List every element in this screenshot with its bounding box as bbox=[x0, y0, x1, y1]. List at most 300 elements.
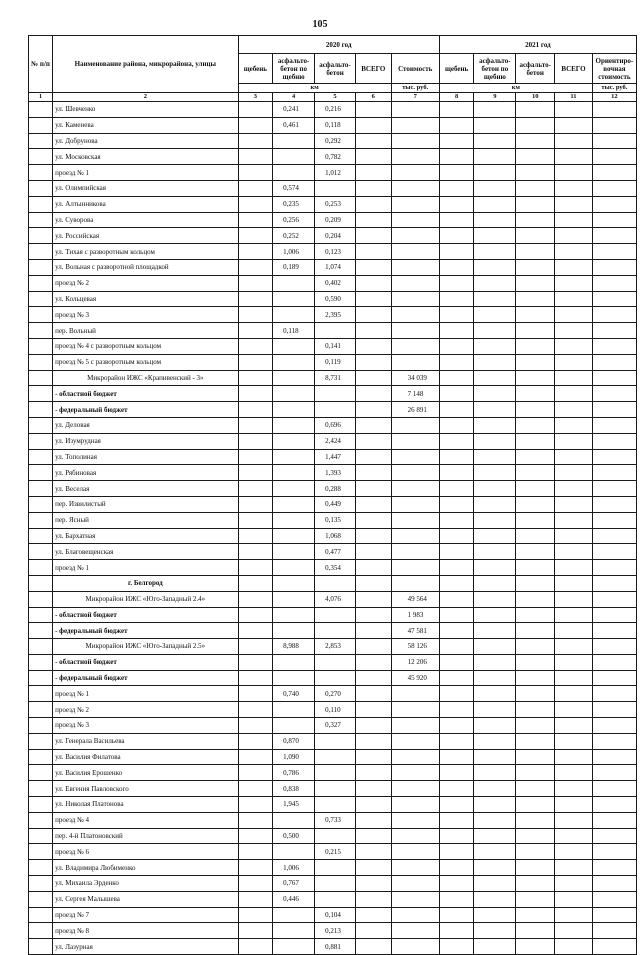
cell-2021-total bbox=[555, 370, 593, 386]
cell-2021-asphalt bbox=[516, 686, 555, 702]
col-number: 6 bbox=[355, 93, 391, 102]
cell-2021-total bbox=[555, 812, 593, 828]
cell-name: ул. Василия Ерошенко bbox=[53, 765, 239, 781]
cell-2021-cost bbox=[592, 354, 636, 370]
roads-table bbox=[28, 35, 637, 955]
cell-no bbox=[29, 876, 53, 892]
cell-2020-asphalt-on-gravel bbox=[273, 496, 315, 512]
cell-2020-gravel bbox=[238, 923, 273, 939]
cell-2020-asphalt: 0,477 bbox=[315, 544, 356, 560]
cell-2020-cost bbox=[391, 876, 439, 892]
cell-no bbox=[29, 765, 53, 781]
cell-2020-total bbox=[355, 686, 391, 702]
cell-2021-asphalt bbox=[516, 765, 555, 781]
cell-name: - областной бюджет bbox=[53, 654, 239, 670]
cell-2021-asphalt bbox=[516, 654, 555, 670]
cell-2020-asphalt-on-gravel bbox=[273, 670, 315, 686]
cell-2020-asphalt bbox=[315, 797, 356, 813]
cell-2021-asphalt-on-gravel bbox=[474, 591, 516, 607]
cell-2020-total bbox=[355, 481, 391, 497]
cell-2020-total bbox=[355, 354, 391, 370]
cell-2021-cost bbox=[592, 512, 636, 528]
cell-2020-gravel bbox=[238, 338, 273, 354]
cell-2020-asphalt-on-gravel: 0,838 bbox=[273, 781, 315, 797]
table-row bbox=[29, 102, 637, 118]
cell-name: пер. 4-й Платоновский bbox=[53, 828, 239, 844]
cell-2021-asphalt-on-gravel bbox=[474, 939, 516, 955]
cell-2020-total bbox=[355, 149, 391, 165]
cell-2020-total bbox=[355, 165, 391, 181]
cell-2020-total bbox=[355, 575, 391, 591]
cell-2020-asphalt bbox=[315, 623, 356, 639]
header-2021-cost: Ориентиро-вочная стоимость bbox=[592, 54, 636, 84]
cell-2021-cost bbox=[592, 939, 636, 955]
cell-2020-asphalt-on-gravel bbox=[273, 402, 315, 418]
cell-2021-gravel bbox=[439, 844, 474, 860]
cell-2021-cost bbox=[592, 481, 636, 497]
cell-name: пер. Извилистый bbox=[53, 496, 239, 512]
header-2020-cost: Стоимость bbox=[391, 54, 439, 84]
cell-2021-gravel bbox=[439, 102, 474, 118]
cell-2020-gravel bbox=[238, 654, 273, 670]
cell-2021-asphalt-on-gravel bbox=[474, 923, 516, 939]
cell-2020-asphalt-on-gravel: 0,118 bbox=[273, 323, 315, 339]
cell-2020-asphalt-on-gravel: 0,767 bbox=[273, 876, 315, 892]
cell-2021-asphalt-on-gravel bbox=[474, 797, 516, 813]
unit-km-2021: км bbox=[439, 84, 592, 93]
cell-2021-total bbox=[555, 117, 593, 133]
cell-2021-asphalt bbox=[516, 212, 555, 228]
cell-2020-asphalt-on-gravel bbox=[273, 133, 315, 149]
cell-no bbox=[29, 386, 53, 402]
table-row bbox=[29, 544, 637, 560]
cell-2021-gravel bbox=[439, 402, 474, 418]
cell-2020-asphalt-on-gravel bbox=[273, 923, 315, 939]
cell-2021-asphalt bbox=[516, 417, 555, 433]
cell-2021-total bbox=[555, 133, 593, 149]
cell-2020-total bbox=[355, 528, 391, 544]
cell-no bbox=[29, 560, 53, 576]
cell-2020-gravel bbox=[238, 102, 273, 118]
cell-2021-cost bbox=[592, 591, 636, 607]
cell-2021-total bbox=[555, 402, 593, 418]
cell-2021-total bbox=[555, 607, 593, 623]
cell-2021-cost bbox=[592, 765, 636, 781]
table-row bbox=[29, 939, 637, 955]
cell-name: проезд № 1 bbox=[53, 686, 239, 702]
cell-2020-asphalt-on-gravel bbox=[273, 654, 315, 670]
cell-2020-asphalt bbox=[315, 749, 356, 765]
cell-2020-cost bbox=[391, 338, 439, 354]
cell-2020-cost bbox=[391, 765, 439, 781]
cell-2021-total bbox=[555, 512, 593, 528]
cell-2020-cost bbox=[391, 196, 439, 212]
cell-2020-total bbox=[355, 180, 391, 196]
cell-no bbox=[29, 212, 53, 228]
cell-2021-asphalt bbox=[516, 860, 555, 876]
cell-2020-gravel bbox=[238, 512, 273, 528]
cell-no bbox=[29, 544, 53, 560]
cell-2020-cost: 1 983 bbox=[391, 607, 439, 623]
cell-2021-gravel bbox=[439, 939, 474, 955]
cell-2021-asphalt-on-gravel bbox=[474, 844, 516, 860]
cell-2021-gravel bbox=[439, 670, 474, 686]
cell-2021-total bbox=[555, 591, 593, 607]
cell-2020-asphalt: 0,881 bbox=[315, 939, 356, 955]
cell-2020-total bbox=[355, 133, 391, 149]
cell-2021-asphalt-on-gravel bbox=[474, 275, 516, 291]
cell-2021-asphalt-on-gravel bbox=[474, 465, 516, 481]
cell-2020-asphalt: 4,076 bbox=[315, 591, 356, 607]
cell-2020-cost: 47 581 bbox=[391, 623, 439, 639]
cell-2021-cost bbox=[592, 607, 636, 623]
table-row bbox=[29, 654, 637, 670]
cell-2021-gravel bbox=[439, 718, 474, 734]
cell-2021-asphalt bbox=[516, 307, 555, 323]
cell-2021-total bbox=[555, 496, 593, 512]
cell-2020-asphalt bbox=[315, 733, 356, 749]
cell-2020-gravel bbox=[238, 417, 273, 433]
cell-2021-asphalt bbox=[516, 149, 555, 165]
cell-2020-gravel bbox=[238, 528, 273, 544]
cell-2021-asphalt-on-gravel bbox=[474, 386, 516, 402]
cell-2021-cost bbox=[592, 417, 636, 433]
cell-2020-cost bbox=[391, 812, 439, 828]
cell-2021-asphalt bbox=[516, 117, 555, 133]
cell-2020-asphalt bbox=[315, 180, 356, 196]
cell-2020-asphalt-on-gravel bbox=[273, 307, 315, 323]
cell-2020-asphalt-on-gravel: 1,090 bbox=[273, 749, 315, 765]
cell-2020-gravel bbox=[238, 844, 273, 860]
cell-2021-asphalt-on-gravel bbox=[474, 575, 516, 591]
cell-2020-asphalt bbox=[315, 860, 356, 876]
cell-2020-gravel bbox=[238, 575, 273, 591]
cell-2021-gravel bbox=[439, 828, 474, 844]
cell-2020-cost bbox=[391, 291, 439, 307]
cell-2021-cost bbox=[592, 496, 636, 512]
cell-no bbox=[29, 402, 53, 418]
cell-name: ул. Бархатная bbox=[53, 528, 239, 544]
cell-2021-asphalt-on-gravel bbox=[474, 228, 516, 244]
cell-2021-gravel bbox=[439, 386, 474, 402]
cell-2021-cost bbox=[592, 433, 636, 449]
cell-2020-asphalt: 0,449 bbox=[315, 496, 356, 512]
cell-2020-gravel bbox=[238, 686, 273, 702]
cell-2021-total bbox=[555, 575, 593, 591]
cell-2020-asphalt-on-gravel: 0,740 bbox=[273, 686, 315, 702]
cell-2021-total bbox=[555, 781, 593, 797]
cell-2020-cost bbox=[391, 244, 439, 260]
cell-2020-cost bbox=[391, 117, 439, 133]
table-row bbox=[29, 180, 637, 196]
cell-2020-asphalt-on-gravel bbox=[273, 844, 315, 860]
cell-2020-asphalt bbox=[315, 828, 356, 844]
cell-2020-total bbox=[355, 607, 391, 623]
cell-no bbox=[29, 607, 53, 623]
cell-2021-asphalt-on-gravel bbox=[474, 560, 516, 576]
cell-name: ул. Деловая bbox=[53, 417, 239, 433]
cell-2020-asphalt: 0,292 bbox=[315, 133, 356, 149]
table-row bbox=[29, 307, 637, 323]
cell-2021-asphalt-on-gravel bbox=[474, 149, 516, 165]
cell-2021-cost bbox=[592, 718, 636, 734]
cell-2020-asphalt-on-gravel: 0,189 bbox=[273, 259, 315, 275]
table-row bbox=[29, 133, 637, 149]
cell-2021-asphalt-on-gravel bbox=[474, 623, 516, 639]
cell-2020-cost bbox=[391, 797, 439, 813]
cell-2020-gravel bbox=[238, 354, 273, 370]
cell-2021-asphalt bbox=[516, 180, 555, 196]
table-row bbox=[29, 860, 637, 876]
cell-2021-total bbox=[555, 528, 593, 544]
cell-2020-total bbox=[355, 797, 391, 813]
cell-2021-gravel bbox=[439, 607, 474, 623]
cell-2020-total bbox=[355, 812, 391, 828]
cell-name: ул. Добрунова bbox=[53, 133, 239, 149]
table-row bbox=[29, 291, 637, 307]
cell-2020-asphalt: 1,012 bbox=[315, 165, 356, 181]
col-number: 10 bbox=[516, 93, 555, 102]
cell-2021-gravel bbox=[439, 449, 474, 465]
cell-2021-asphalt bbox=[516, 228, 555, 244]
cell-no bbox=[29, 812, 53, 828]
cell-2021-asphalt bbox=[516, 133, 555, 149]
cell-no bbox=[29, 828, 53, 844]
col-number: 1 bbox=[29, 93, 53, 102]
cell-2020-asphalt-on-gravel: 0,574 bbox=[273, 180, 315, 196]
table-row bbox=[29, 117, 637, 133]
cell-name: пер. Вольный bbox=[53, 323, 239, 339]
cell-2020-total bbox=[355, 307, 391, 323]
cell-2021-asphalt bbox=[516, 733, 555, 749]
cell-2020-gravel bbox=[238, 433, 273, 449]
cell-2021-asphalt-on-gravel bbox=[474, 702, 516, 718]
cell-2020-total bbox=[355, 639, 391, 655]
cell-name: - областной бюджет bbox=[53, 607, 239, 623]
cell-name: проезд № 4 bbox=[53, 812, 239, 828]
cell-2020-asphalt-on-gravel: 0,446 bbox=[273, 891, 315, 907]
table-row bbox=[29, 338, 637, 354]
cell-2021-total bbox=[555, 275, 593, 291]
table-row bbox=[29, 228, 637, 244]
cell-2021-asphalt-on-gravel bbox=[474, 639, 516, 655]
cell-2021-asphalt bbox=[516, 749, 555, 765]
cell-name: ул. Тихая с разворотным кольцом bbox=[53, 244, 239, 260]
table-row bbox=[29, 591, 637, 607]
cell-2021-gravel bbox=[439, 307, 474, 323]
cell-2020-gravel bbox=[238, 607, 273, 623]
cell-2020-asphalt-on-gravel: 0,256 bbox=[273, 212, 315, 228]
table-row bbox=[29, 402, 637, 418]
cell-2020-total bbox=[355, 496, 391, 512]
cell-2021-total bbox=[555, 639, 593, 655]
cell-2021-asphalt bbox=[516, 544, 555, 560]
cell-2020-cost bbox=[391, 259, 439, 275]
cell-2021-asphalt-on-gravel bbox=[474, 196, 516, 212]
table-row bbox=[29, 433, 637, 449]
cell-2021-total bbox=[555, 828, 593, 844]
cell-2020-asphalt: 8,731 bbox=[315, 370, 356, 386]
cell-2021-asphalt bbox=[516, 575, 555, 591]
cell-no bbox=[29, 591, 53, 607]
cell-2021-cost bbox=[592, 670, 636, 686]
cell-no bbox=[29, 244, 53, 260]
cell-2020-cost bbox=[391, 575, 439, 591]
cell-2020-gravel bbox=[238, 212, 273, 228]
table-row bbox=[29, 259, 637, 275]
cell-2021-asphalt-on-gravel bbox=[474, 307, 516, 323]
table-row bbox=[29, 907, 637, 923]
cell-2021-asphalt bbox=[516, 560, 555, 576]
cell-name: ул. Кольцевая bbox=[53, 291, 239, 307]
cell-2021-cost bbox=[592, 338, 636, 354]
cell-name: ул. Генерала Васильева bbox=[53, 733, 239, 749]
cell-2020-gravel bbox=[238, 481, 273, 497]
cell-no bbox=[29, 670, 53, 686]
cell-name: ул. Каменева bbox=[53, 117, 239, 133]
cell-2020-asphalt-on-gravel bbox=[273, 907, 315, 923]
cell-no bbox=[29, 481, 53, 497]
header-2020-asphalt: асфальто-бетон bbox=[315, 54, 356, 84]
cell-2020-asphalt-on-gravel: 0,786 bbox=[273, 765, 315, 781]
cell-2020-total bbox=[355, 544, 391, 560]
cell-2021-asphalt-on-gravel bbox=[474, 449, 516, 465]
cell-2020-asphalt-on-gravel: 8,988 bbox=[273, 639, 315, 655]
cell-2021-asphalt-on-gravel bbox=[474, 907, 516, 923]
cell-2020-asphalt-on-gravel bbox=[273, 702, 315, 718]
table-row bbox=[29, 465, 637, 481]
cell-2021-asphalt-on-gravel bbox=[474, 481, 516, 497]
table-row bbox=[29, 165, 637, 181]
header-2021-asphalt-on-gravel: асфальто-бетон по щебню bbox=[474, 54, 516, 84]
cell-2021-gravel bbox=[439, 923, 474, 939]
cell-2021-cost bbox=[592, 449, 636, 465]
table-row bbox=[29, 370, 637, 386]
cell-2021-asphalt-on-gravel bbox=[474, 496, 516, 512]
cell-2020-asphalt: 0,216 bbox=[315, 102, 356, 118]
cell-2021-gravel bbox=[439, 512, 474, 528]
cell-no bbox=[29, 686, 53, 702]
cell-2021-total bbox=[555, 749, 593, 765]
cell-2021-total bbox=[555, 702, 593, 718]
cell-2020-asphalt-on-gravel bbox=[273, 512, 315, 528]
cell-no bbox=[29, 575, 53, 591]
cell-2021-gravel bbox=[439, 496, 474, 512]
cell-2021-asphalt-on-gravel bbox=[474, 180, 516, 196]
cell-2020-gravel bbox=[238, 149, 273, 165]
cell-2021-total bbox=[555, 433, 593, 449]
cell-2020-asphalt-on-gravel bbox=[273, 338, 315, 354]
cell-2020-asphalt: 0,288 bbox=[315, 481, 356, 497]
cell-2020-cost bbox=[391, 560, 439, 576]
cell-2021-cost bbox=[592, 291, 636, 307]
cell-2020-total bbox=[355, 259, 391, 275]
cell-2021-cost bbox=[592, 907, 636, 923]
cell-no bbox=[29, 102, 53, 118]
cell-2020-asphalt-on-gravel bbox=[273, 354, 315, 370]
cell-2020-gravel bbox=[238, 749, 273, 765]
cell-2020-asphalt-on-gravel bbox=[273, 149, 315, 165]
cell-2020-gravel bbox=[238, 275, 273, 291]
cell-name: ул. Василия Филатова bbox=[53, 749, 239, 765]
cell-2021-total bbox=[555, 844, 593, 860]
cell-2020-asphalt: 0,253 bbox=[315, 196, 356, 212]
cell-2021-cost bbox=[592, 544, 636, 560]
cell-no bbox=[29, 465, 53, 481]
cell-2021-asphalt bbox=[516, 623, 555, 639]
cell-2020-asphalt: 0,135 bbox=[315, 512, 356, 528]
cell-2021-total bbox=[555, 228, 593, 244]
cell-2021-asphalt bbox=[516, 481, 555, 497]
cell-2021-asphalt-on-gravel bbox=[474, 244, 516, 260]
cell-2021-asphalt-on-gravel bbox=[474, 338, 516, 354]
cell-2020-asphalt-on-gravel: 0,870 bbox=[273, 733, 315, 749]
cell-2021-total bbox=[555, 733, 593, 749]
cell-no bbox=[29, 338, 53, 354]
cell-2020-cost bbox=[391, 465, 439, 481]
cell-2021-gravel bbox=[439, 797, 474, 813]
cell-2021-total bbox=[555, 417, 593, 433]
cell-2021-cost bbox=[592, 228, 636, 244]
cell-2020-asphalt-on-gravel bbox=[273, 370, 315, 386]
cell-2021-asphalt-on-gravel bbox=[474, 117, 516, 133]
cell-name: проезд № 2 bbox=[53, 702, 239, 718]
cell-2020-asphalt-on-gravel bbox=[273, 275, 315, 291]
table-row bbox=[29, 828, 637, 844]
table-row bbox=[29, 496, 637, 512]
cell-2020-asphalt-on-gravel: 0,500 bbox=[273, 828, 315, 844]
cell-2020-gravel bbox=[238, 860, 273, 876]
cell-2020-asphalt bbox=[315, 876, 356, 892]
cell-2020-total bbox=[355, 670, 391, 686]
table-row bbox=[29, 196, 637, 212]
cell-2020-total bbox=[355, 449, 391, 465]
cell-2021-asphalt bbox=[516, 670, 555, 686]
table-row bbox=[29, 575, 637, 591]
cell-2020-cost bbox=[391, 449, 439, 465]
cell-2021-asphalt bbox=[516, 781, 555, 797]
header-year-2021: 2021 год bbox=[439, 36, 636, 54]
cell-no bbox=[29, 370, 53, 386]
cell-2021-gravel bbox=[439, 149, 474, 165]
cell-no bbox=[29, 512, 53, 528]
cell-2021-total bbox=[555, 670, 593, 686]
cell-2021-total bbox=[555, 654, 593, 670]
cell-2021-cost bbox=[592, 828, 636, 844]
cell-2021-total bbox=[555, 544, 593, 560]
cell-2020-asphalt-on-gravel bbox=[273, 528, 315, 544]
cell-2021-gravel bbox=[439, 259, 474, 275]
cell-2021-asphalt-on-gravel bbox=[474, 323, 516, 339]
table-row bbox=[29, 528, 637, 544]
cell-2021-gravel bbox=[439, 702, 474, 718]
cell-2020-asphalt: 1,068 bbox=[315, 528, 356, 544]
cell-no bbox=[29, 733, 53, 749]
cell-no bbox=[29, 860, 53, 876]
cell-2020-cost: 34 039 bbox=[391, 370, 439, 386]
cell-2020-cost bbox=[391, 907, 439, 923]
cell-2021-asphalt-on-gravel bbox=[474, 718, 516, 734]
table-row bbox=[29, 749, 637, 765]
cell-2020-total bbox=[355, 844, 391, 860]
cell-no bbox=[29, 259, 53, 275]
cell-2020-asphalt-on-gravel bbox=[273, 591, 315, 607]
cell-2021-gravel bbox=[439, 433, 474, 449]
cell-2021-asphalt-on-gravel bbox=[474, 512, 516, 528]
cell-2021-asphalt-on-gravel bbox=[474, 291, 516, 307]
cell-name: ул. Олимпийская bbox=[53, 180, 239, 196]
table-row bbox=[29, 876, 637, 892]
